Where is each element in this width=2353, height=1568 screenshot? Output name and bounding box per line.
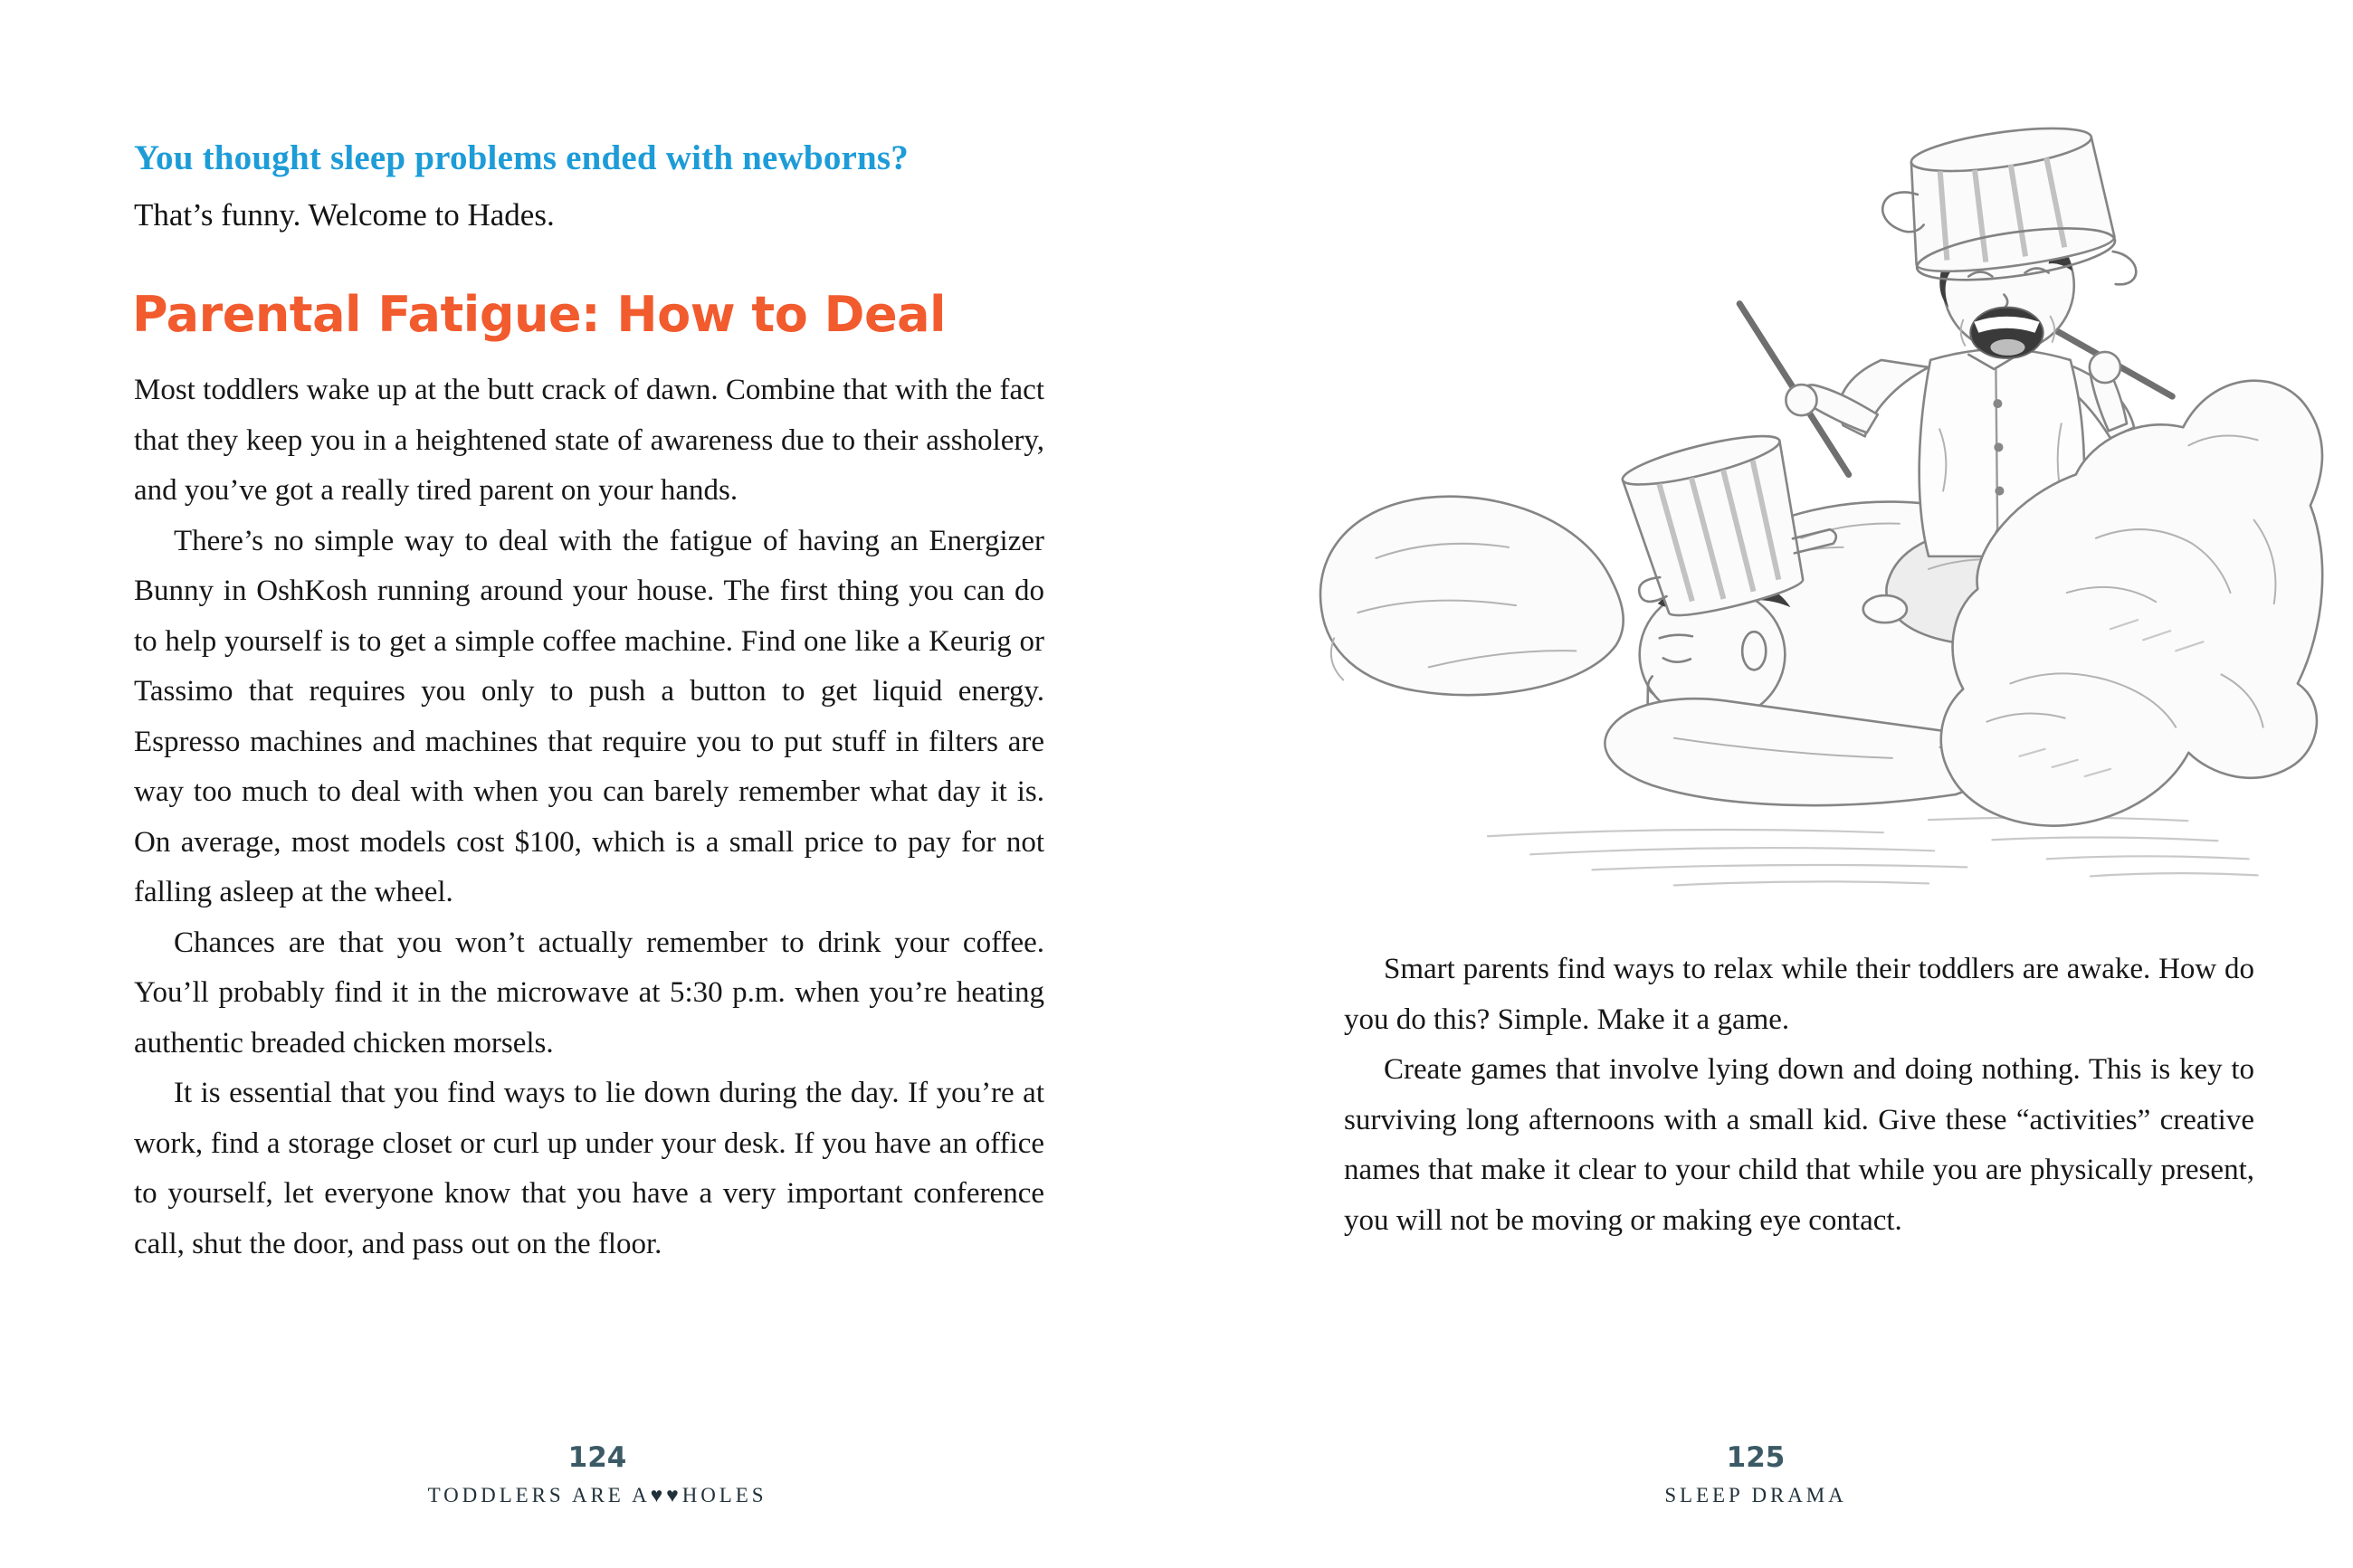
left-page-body	[134, 366, 1044, 1269]
left-page-footer	[145, 1442, 1050, 1507]
toddler-hand	[2090, 352, 2120, 383]
paragraph: Most toddlers wake up at the butt crack of dawn. Combine that with the fact that they keep you in a heightened state of awareness due to their assholery, and you’ve got a really tired parent on your hands.	[134, 374, 1044, 507]
pillow	[1320, 497, 1624, 695]
toddler-laughing-mouth	[1970, 308, 2043, 358]
floor-shading	[1488, 817, 2258, 885]
paragraph: Chances are that you won’t actually remember to drink your coffee. You’ll probably find it in the microwave at 5:30 p.m. when you’re heating authentic breaded chicken morsels.	[134, 926, 1044, 1060]
running-title: SLEEP DRAMA	[1664, 1484, 1847, 1506]
chapter-heading: Parental Fatigue: How to Deal	[132, 286, 947, 343]
paragraph: It is essential that you find ways to lie down during the day. If you’re at work, find a storage closet or curl up under your desk. If you have an office to yourself, let everyone know that you have a very important conference call, shut the door, and pass out on the floor.	[134, 1077, 1044, 1260]
right-page-footer	[1303, 1442, 2208, 1507]
page-number: 124	[567, 1441, 627, 1474]
right-page-body	[1344, 945, 2254, 1246]
running-title: TODDLERS ARE A♥♥HOLES	[427, 1484, 767, 1506]
pot-loop-handle	[2111, 249, 2138, 285]
toddler-hand	[1786, 385, 1816, 415]
paragraph: There’s no simple way to deal with the fatigue of having an Energizer Bunny in OshKosh running around your house. The first thing you can do to help yourself is to get a simple coffee machine. Find one like a Keurig or Tassimo that requires you only to push a button to get liquid energy. Espresso machines and machines that require you to put stuff in filters are way too much to deal with when you can barely remember what day it is. On average, most models cost $100, which is a small price to pay for not falling asleep at the wheel.	[134, 524, 1044, 908]
toddler-drummer-illustration	[1292, 47, 2329, 911]
paragraph: Create games that involve lying down and doing nothing. This is key to surviving long afternoons with a small kid. Give these “activities” creative names that make it clear to your child that while you are physically present, you will not be moving or making eye contact.	[1344, 1053, 2254, 1237]
kicker-heading: You thought sleep problems ended with newborns?	[134, 138, 909, 177]
toddler-foot	[1863, 595, 1907, 622]
kicker-subline: That’s funny. Welcome to Hades.	[134, 197, 555, 233]
paragraph: Smart parents find ways to relax while their toddlers are awake. How do you do this? Simple. Make it a game.	[1344, 953, 2254, 1036]
page-number: 125	[1726, 1441, 1786, 1474]
